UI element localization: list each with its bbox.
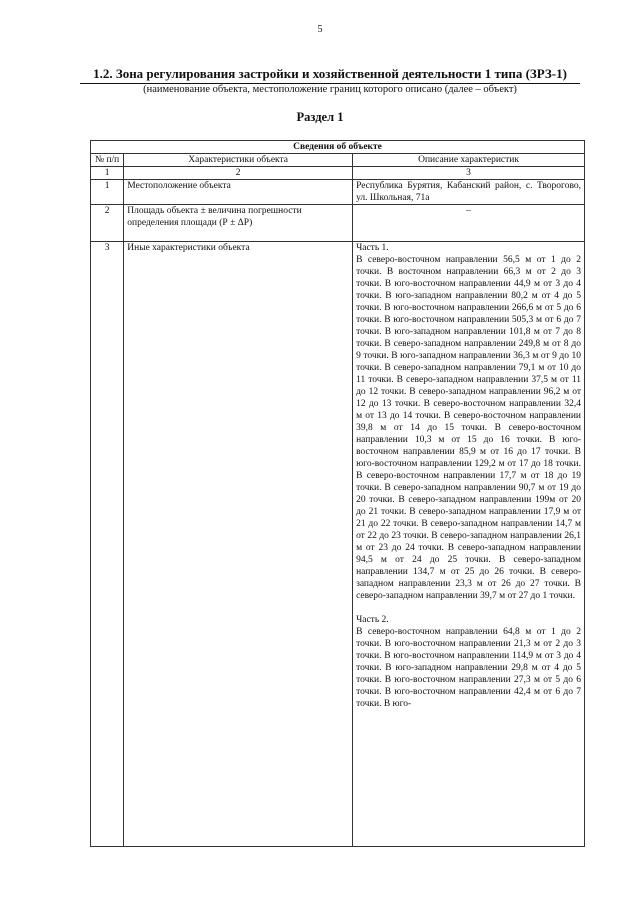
part-2-title: Часть 2.	[356, 615, 389, 625]
table-title-row	[91, 141, 585, 154]
row-value: –	[353, 205, 585, 242]
page-number: 5	[317, 24, 323, 35]
column-number: 1	[91, 167, 124, 180]
column-number: 3	[353, 167, 585, 180]
row-value	[353, 242, 585, 847]
table-title: Сведения об объекте	[91, 141, 585, 154]
table-header-row	[91, 154, 585, 167]
table-row	[91, 180, 585, 205]
header-characteristics: Характеристики объекта	[124, 154, 353, 167]
header-num: № п/п	[91, 154, 124, 167]
row-value: Республика Бурятия, Кабанский район, с. Творогово, ул. Школьная, 71а	[353, 180, 585, 205]
table-row	[91, 242, 585, 847]
row-name: Площадь объекта ± величина погрешности определения площади (Р ± ΔР)	[124, 205, 353, 242]
part-1-text: В северо-восточном направлении 56,5 м от 1 до 2 точки. В восточном направлении 66,3 м от 2 до 3 точки. В юго-восточном направлении 44,9 м от 3 до 4 точки. В юго-западном направлении 80,2 м от 4 до 5 точки. В юго-восточном направлении 266,6 м от 5 до 6 точки. В юго-восточном направлении 505,3 м от 6 до 7 точки. В юго-западном направлении 101,8 м от 7 до 8 точки. В северо-западном направлении 249,8 м от 8 до 9 точки. В юго-западном направлении 36,3 м от 9 до 10 точки. В северо-западном направлении 79,1 м от 10 до 11 точки. В северо-западном направлении 37,5 м от 11 до 12 точки. В северо-западном направлении 96,2 м от 12 до 13 точки. В северо-восточном направлении 32,4 м от 13 до 14 точки. В северо-восточном направлении 39,8 м от 14 до 15 точки. В северо-восточном направлении 10,3 м от 15 до 16 точки. В юго-восточном направлении 85,9 м от 16 до 17 точки. В юго-восточном направлении 129,2 м от 17 до 18 точки. В северо-восточном направлении 17,7 м от 18 до 19 точки. В северо-западном направлении 90,7 м от 19 до 20 точки. В северо-западном направлении 199м от 20 до 21 точки. В северо-западном направлении 17,9 м от 21 до 22 точки. В северо-западном направлении 14,7 м от 22 до 23 точки. В северо-западном направлении 26,1 м от 23 до 24 точки. В северо-западном направлении 94,5 м от 24 до 25 точки. В северо-западном направлении 134,7 м от 25 до 26 точки. В северо-западном направлении 23,3 м от 26 до 27 точки. В северо-западном направлении 39,7 м от 27 до 1 точки.	[356, 255, 581, 601]
part-2-text: В северо-восточном направлении 64,8 м от 1 до 2 точки. В юго-восточном направлении 21,3 м от 2 до 3 точки. В юго-восточном направлении 114,9 м от 3 до 4 точки. В юго-западном направлении 29,8 м от 4 до 5 точки. В юго-восточном направлении 27,3 м от 5 до 6 точки. В юго-восточном направлении 42,4 м от 6 до 7 точки. В юго-	[356, 627, 581, 709]
section-title: Раздел 1	[296, 110, 344, 124]
document-heading: 1.2. Зона регулирования застройки и хозяйственной деятельности 1 типа (ЗРЗ-1)	[80, 66, 580, 84]
document-subheading: (наименование объекта, местоположение границ которого описано (далее – объект)	[143, 84, 517, 95]
column-number-row	[91, 167, 585, 180]
row-name: Иные характеристики объекта	[124, 242, 353, 847]
object-info-table	[90, 140, 585, 847]
row-num: 2	[91, 205, 124, 242]
header-description: Описание характеристик	[353, 154, 585, 167]
column-number: 2	[124, 167, 353, 180]
row-num: 3	[91, 242, 124, 847]
row-name: Местоположение объекта	[124, 180, 353, 205]
table-row	[91, 205, 585, 242]
part-1-title: Часть 1.	[356, 243, 389, 253]
row-num: 1	[91, 180, 124, 205]
